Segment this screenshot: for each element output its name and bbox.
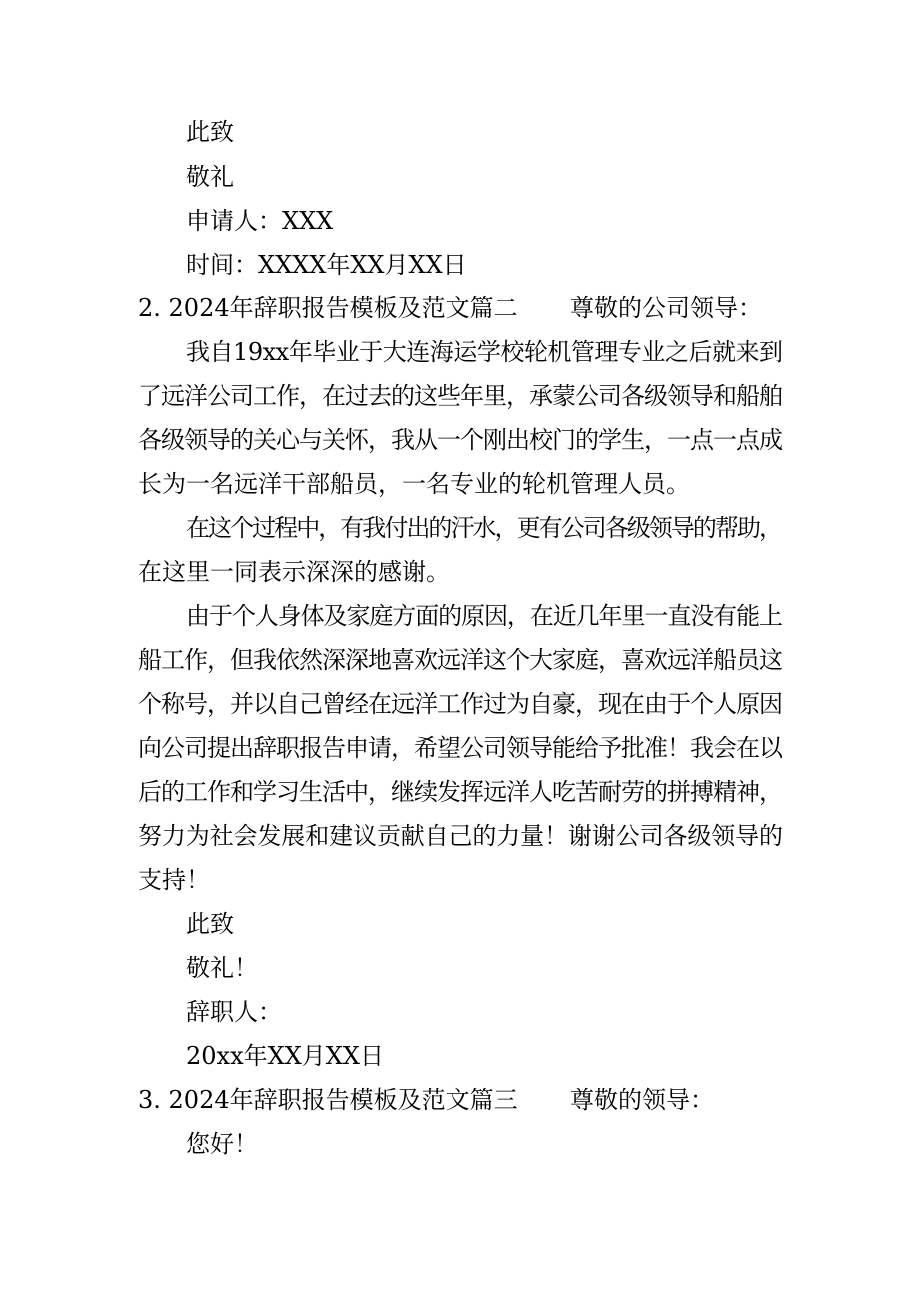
section-2-regards-line1: 此致 <box>186 910 234 938</box>
para-3-line-4: 向公司提出辞职报告申请，希望公司领导能给予批准！我会在以 <box>138 734 782 762</box>
para-1-line-4: 长为一名远洋干部船员，一名专业的轮机管理人员。 <box>138 470 690 498</box>
para-2-line-1: 在这个过程中，有我付出的汗水，更有公司各级领导的帮助， <box>186 514 782 542</box>
date-line: 时间：XXXX年XX月XX日 <box>186 251 467 279</box>
section-2-date-line: 20xx年XX月XX日 <box>186 1042 384 1070</box>
closing-regards-line2: 敬礼 <box>186 163 234 191</box>
para-2-line-2: 在这里一同表示深深的感谢。 <box>138 558 450 586</box>
para-3-line-6: 努力为社会发展和建议贡献自己的力量！谢谢公司各级领导的 <box>138 822 783 850</box>
para-1-line-2: 了远洋公司工作，在过去的这些年里，承蒙公司各级领导和船舶 <box>138 382 782 410</box>
resigner-line: 辞职人： <box>186 998 282 1026</box>
section-3-heading: 3. 2024年辞职报告模板及范文篇三 <box>138 1086 518 1114</box>
closing-regards-line1: 此致 <box>186 118 234 146</box>
applicant-line: 申请人：XXX <box>186 207 334 235</box>
section-2-regards-line2: 敬礼！ <box>186 954 258 982</box>
para-3-line-5: 后的工作和学习生活中，继续发挥远洋人吃苦耐劳的拼搏精神， <box>138 778 782 806</box>
para-3-line-2: 船工作，但我依然深深地喜欢远洋这个大家庭，喜欢远洋船员这 <box>138 646 782 674</box>
para-3-line-3: 个称号，并以自己曾经在远洋工作过为自豪，现在由于个人原因 <box>138 690 782 718</box>
para-3-line-7: 支持！ <box>138 866 210 894</box>
para-3-line-1: 由于个人身体及家庭方面的原因，在近几年里一直没有能上 <box>186 602 782 630</box>
para-1-line-3: 各级领导的关心与关怀，我从一个刚出校门的学生，一点一点成 <box>138 426 782 454</box>
section-2-heading: 2. 2024年辞职报告模板及范文篇二 <box>138 294 518 322</box>
para-1-line-1: 我自19xx年毕业于大连海运学校轮机管理专业之后就来到 <box>186 338 783 366</box>
section-3-greeting: 您好！ <box>186 1130 258 1158</box>
section-3-salutation: 尊敬的领导： <box>570 1086 714 1114</box>
section-2-salutation: 尊敬的公司领导： <box>570 294 762 322</box>
